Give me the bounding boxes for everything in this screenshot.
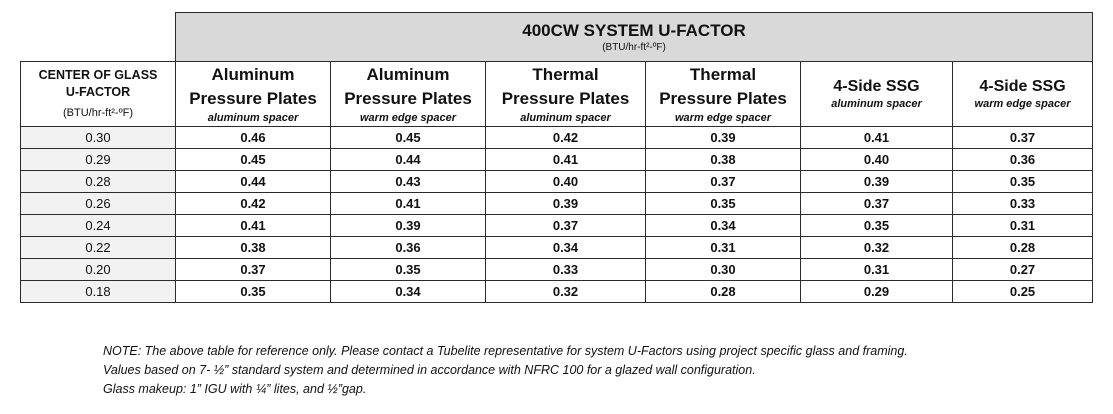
column-header-line1: 4-Side SSG	[979, 78, 1066, 95]
u-factor-value: 0.46	[176, 127, 331, 149]
table-title-cell	[176, 13, 1093, 62]
column-header-aluminum-warm-edge-spacer	[331, 62, 486, 127]
center-of-glass-value: 0.29	[21, 149, 176, 171]
u-factor-value: 0.35	[646, 193, 801, 215]
column-header-line2: Pressure Plates	[344, 89, 472, 108]
footnote-line3: Glass makeup: 1” IGU with ¼” lites, and ½”gap.	[103, 382, 367, 396]
u-factor-value: 0.31	[801, 259, 953, 281]
u-factor-value: 0.33	[953, 193, 1093, 215]
center-of-glass-value: 0.30	[21, 127, 176, 149]
column-header-line1: Thermal	[532, 65, 599, 84]
u-factor-value: 0.44	[176, 171, 331, 193]
table-title-unit: (BTU/hr-ft²-ºF)	[602, 42, 666, 53]
u-factor-value: 0.40	[801, 149, 953, 171]
column-header-line1: 4-Side SSG	[833, 78, 920, 95]
column-header-ssg-aluminum-spacer	[801, 62, 953, 127]
column-header-line2: Pressure Plates	[501, 89, 630, 108]
u-factor-value: 0.30	[646, 259, 801, 281]
column-header-line1: Aluminum	[211, 65, 295, 84]
u-factor-value: 0.39	[486, 193, 646, 215]
center-of-glass-value: 0.24	[21, 215, 176, 237]
u-factor-value: 0.41	[331, 193, 486, 215]
column-header-sub: aluminum spacer	[207, 112, 299, 124]
column-header-line2: Pressure Plates	[659, 89, 787, 108]
u-factor-value: 0.40	[486, 171, 646, 193]
column-header-sub: warm edge spacer	[360, 112, 456, 124]
center-of-glass-header-unit: (BTU/hr-ft²-ºF)	[62, 106, 133, 119]
column-header-line1: Thermal	[689, 65, 757, 84]
column-header-thermal-warm-edge-spacer	[646, 62, 801, 127]
center-of-glass-value: 0.20	[21, 259, 176, 281]
center-of-glass-header	[21, 62, 176, 127]
u-factor-value: 0.28	[646, 281, 801, 303]
u-factor-value: 0.41	[176, 215, 331, 237]
u-factor-value: 0.38	[176, 237, 331, 259]
column-header-sub: aluminum spacer	[520, 112, 611, 124]
u-factor-value: 0.43	[331, 171, 486, 193]
table-row	[21, 237, 1093, 259]
title-row	[21, 13, 1093, 62]
table-row	[21, 171, 1093, 193]
u-factor-value: 0.25	[953, 281, 1093, 303]
u-factor-value: 0.36	[953, 149, 1093, 171]
column-header-aluminum-aluminum-spacer	[176, 62, 331, 127]
table-row	[21, 149, 1093, 171]
u-factor-value: 0.35	[801, 215, 953, 237]
table-row	[21, 193, 1093, 215]
center-of-glass-value: 0.22	[21, 237, 176, 259]
u-factor-value: 0.27	[953, 259, 1093, 281]
u-factor-value: 0.34	[486, 237, 646, 259]
column-header-sub: aluminum spacer	[831, 98, 922, 110]
u-factor-value: 0.29	[801, 281, 953, 303]
column-header-line2: Pressure Plates	[189, 89, 317, 108]
column-header-thermal-aluminum-spacer	[486, 62, 646, 127]
u-factor-value: 0.45	[331, 127, 486, 149]
u-factor-value: 0.35	[176, 281, 331, 303]
u-factor-value: 0.37	[486, 215, 646, 237]
u-factor-value: 0.36	[331, 237, 486, 259]
u-factor-value: 0.42	[176, 193, 331, 215]
u-factor-value: 0.39	[331, 215, 486, 237]
center-of-glass-header-line2: U-FACTOR	[65, 84, 131, 99]
footnote-line1: NOTE: The above table for reference only. Please contact a Tubelite representative for system U-Factors using project specific glass and framing.	[103, 344, 908, 358]
column-header-sub: warm edge spacer	[675, 112, 771, 124]
u-factor-value: 0.32	[801, 237, 953, 259]
u-factor-value: 0.38	[646, 149, 801, 171]
u-factor-value: 0.44	[331, 149, 486, 171]
u-factor-value: 0.31	[953, 215, 1093, 237]
u-factor-value: 0.37	[646, 171, 801, 193]
center-of-glass-value: 0.26	[21, 193, 176, 215]
center-of-glass-header-line1: CENTER OF GLASS	[38, 67, 158, 82]
u-factor-value: 0.37	[176, 259, 331, 281]
blank-corner-cell	[21, 13, 176, 62]
u-factor-table	[20, 12, 1093, 303]
u-factor-value: 0.39	[801, 171, 953, 193]
u-factor-value: 0.34	[331, 281, 486, 303]
u-factor-value: 0.37	[953, 127, 1093, 149]
footnote-line2: Values based on 7- ½” standard system and determined in accordance with NFRC 100 for a glazed wall configuration.	[103, 363, 756, 377]
u-factor-value: 0.41	[801, 127, 953, 149]
u-factor-value: 0.31	[646, 237, 801, 259]
footnote	[103, 342, 1093, 399]
table-body	[21, 127, 1093, 303]
column-header-line1: Aluminum	[366, 65, 450, 84]
column-header-sub: warm edge spacer	[974, 98, 1071, 110]
column-header-ssg-warm-edge-spacer	[953, 62, 1093, 127]
u-factor-value: 0.35	[331, 259, 486, 281]
center-of-glass-value: 0.28	[21, 171, 176, 193]
u-factor-value: 0.32	[486, 281, 646, 303]
table-row	[21, 127, 1093, 149]
table-row	[21, 281, 1093, 303]
u-factor-value: 0.35	[953, 171, 1093, 193]
center-of-glass-value: 0.18	[21, 281, 176, 303]
u-factor-value: 0.42	[486, 127, 646, 149]
u-factor-value: 0.37	[801, 193, 953, 215]
u-factor-value: 0.28	[953, 237, 1093, 259]
u-factor-value: 0.45	[176, 149, 331, 171]
table-row	[21, 215, 1093, 237]
table-row	[21, 259, 1093, 281]
header-row	[21, 62, 1093, 127]
u-factor-value: 0.34	[646, 215, 801, 237]
u-factor-value: 0.39	[646, 127, 801, 149]
table-title: 400CW SYSTEM U-FACTOR	[522, 21, 746, 40]
u-factor-value: 0.41	[486, 149, 646, 171]
u-factor-value: 0.33	[486, 259, 646, 281]
